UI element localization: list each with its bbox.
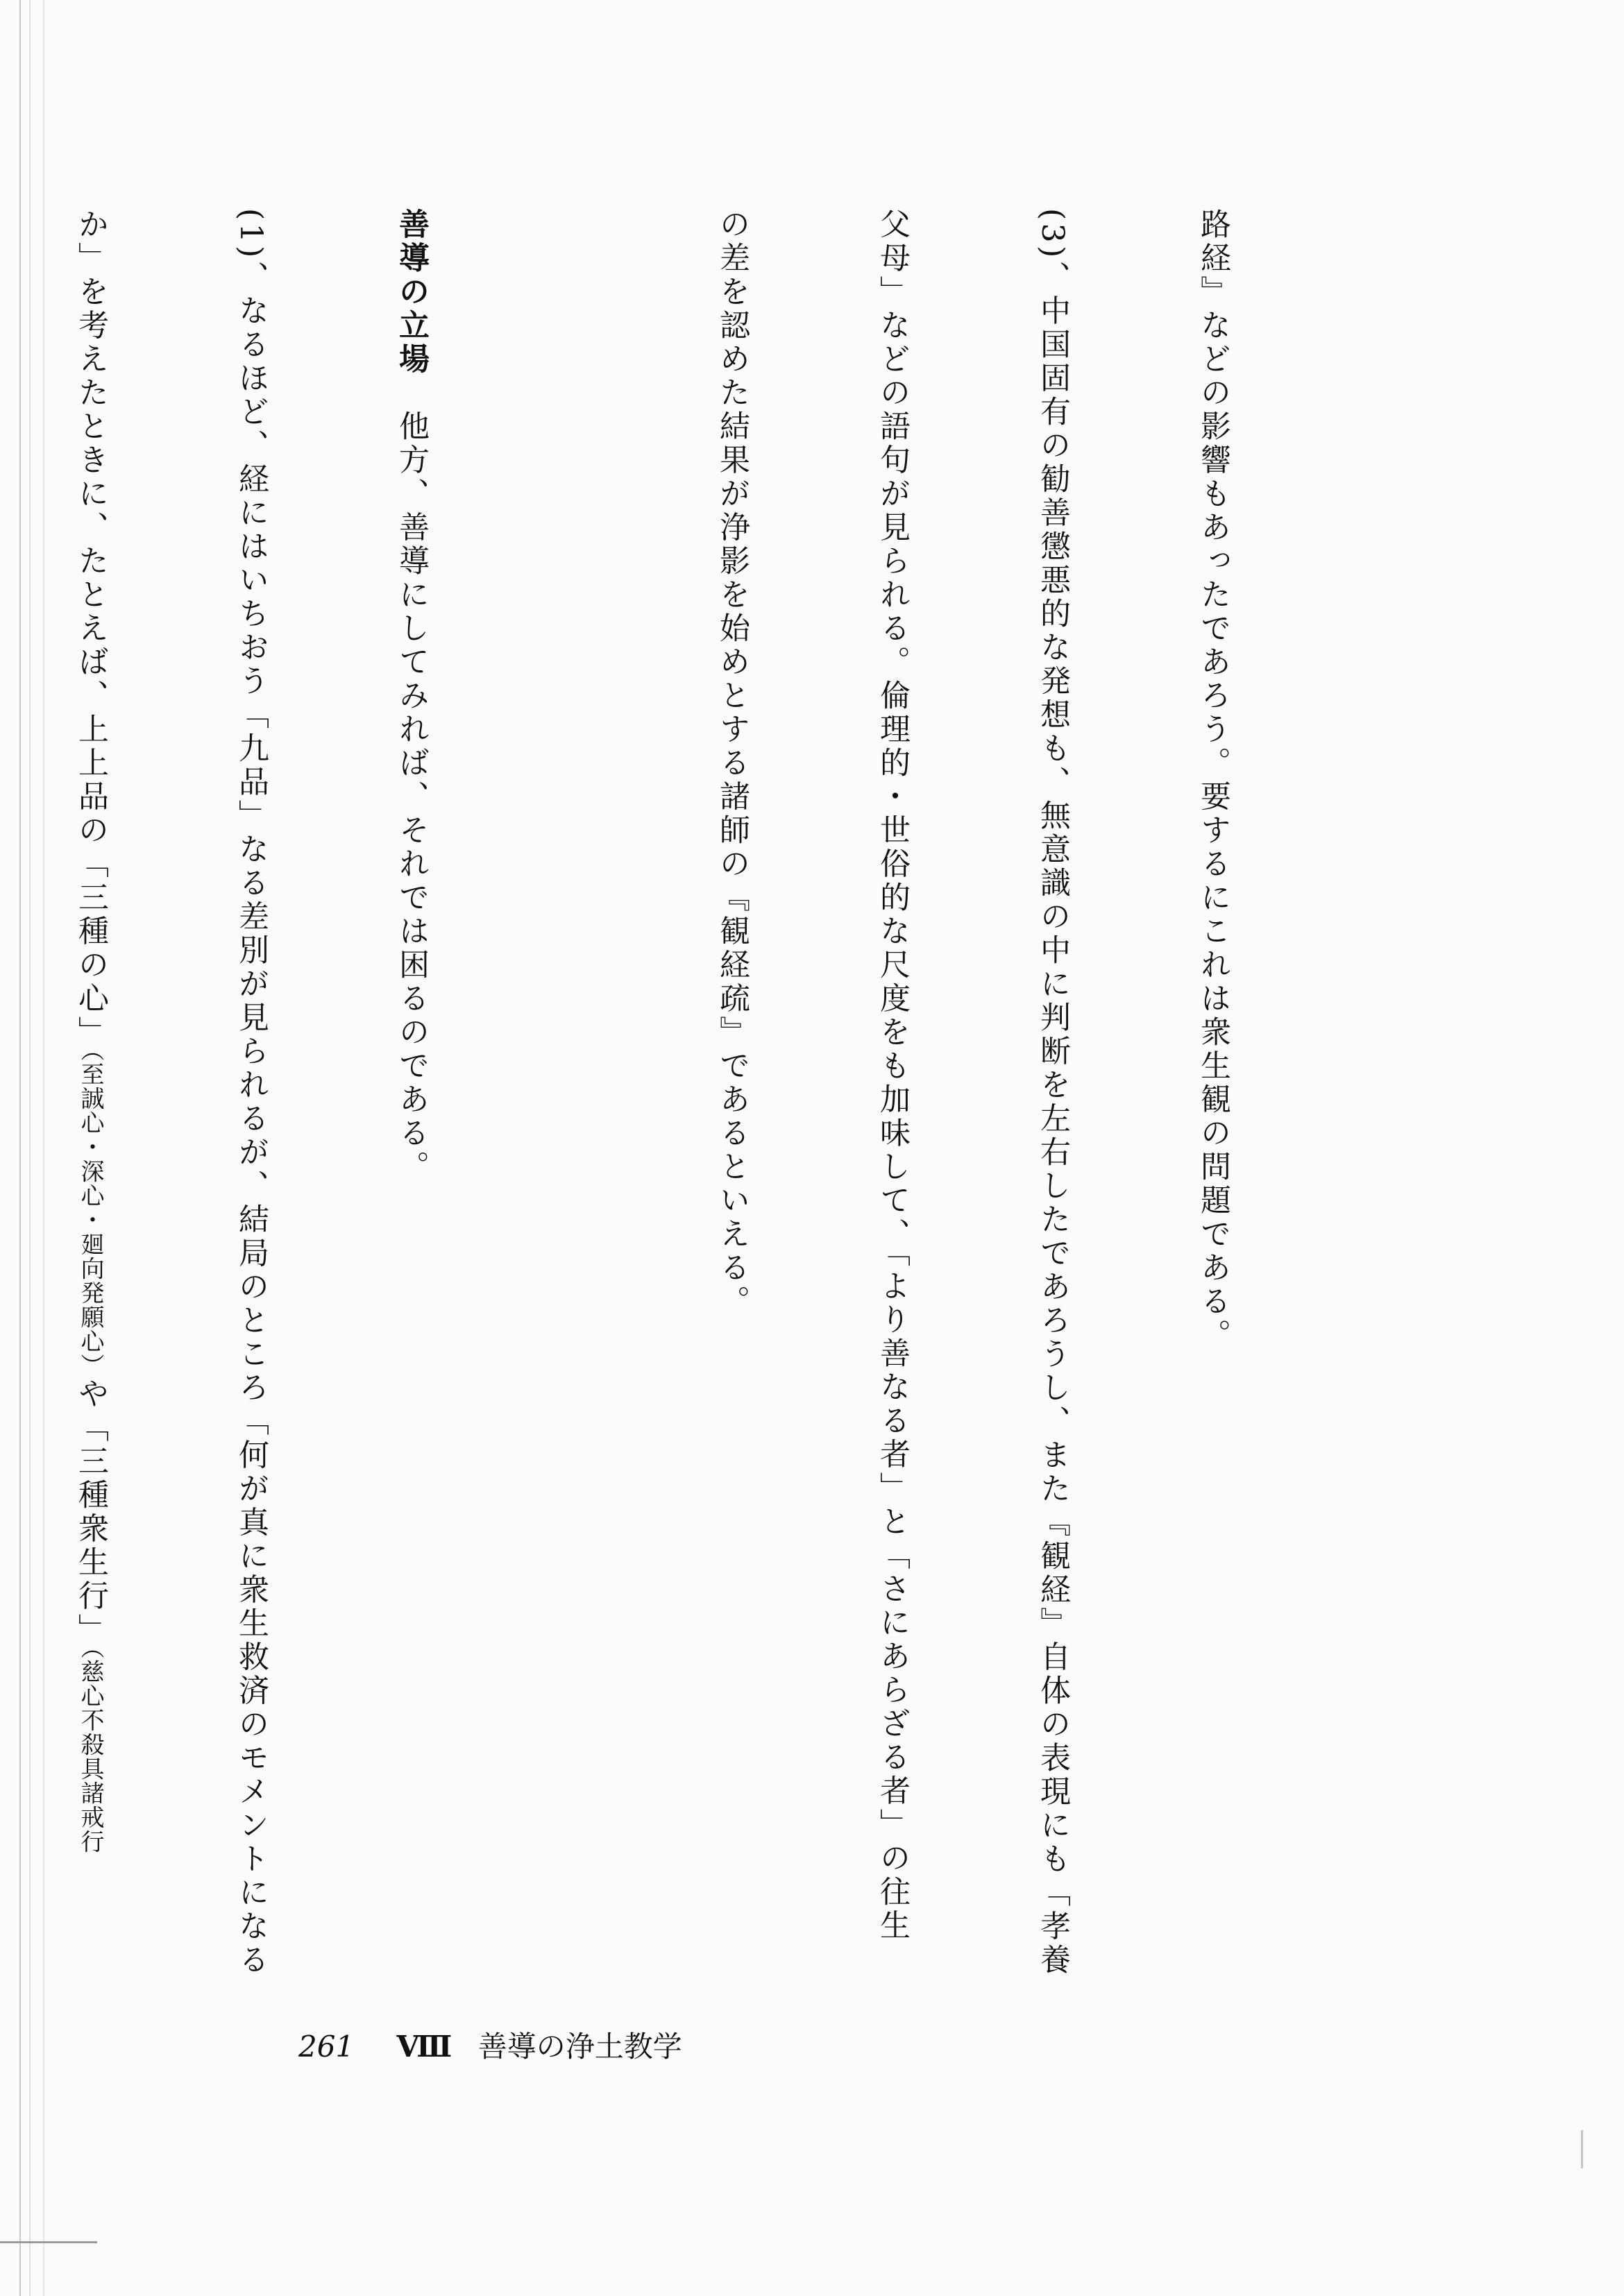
text-line [63,208,117,1978]
vertical-body-text [73,208,1346,1978]
text-line: 父母」などの語句が見られる。倫理的・世俗的な尺度をも加味して、「より善なる者」と「さにあらざる者」の往生 [874,208,910,1943]
text-line: (3)、中国固有の勧善懲悪的な発想も、無意識の中に判断を左右したであろうし、また『観経』自体の表現にも「孝養 [1035,208,1070,1978]
text-line: の差を認めた結果が浄影を始めとする諸師の『観経疏』であるといえる。 [714,208,750,1319]
scan-mark [1581,2130,1583,2168]
page-number: 261 [298,2030,355,2064]
section-heading: 善導の立場 [394,208,429,377]
text-fragment: や「三種衆生行」 [73,1377,108,1647]
chapter-title: 善導の浄土教学 [477,2030,682,2064]
blank-line [545,208,598,1978]
section-intro: 他方、善導にしてみれば、それでは困るのである。 [394,410,429,1184]
page-footer [298,2026,784,2068]
inline-note: （至誠心・深心・廻向発願心） [76,1049,104,1378]
text-fragment: か」を考えたときに、たとえば、上上品の「三種の心」 [73,208,108,1050]
chapter-number: Ⅷ [396,2030,452,2064]
scan-mark [0,2241,97,2243]
section-heading-line [384,208,438,1978]
text-line: (1)、なるほど、経にはいちおう「九品」なる差別が見られるが、結局のところ「何が真に衆生救済のモメントになる [233,208,269,1978]
inline-note: （慈心不殺具諸戒行 [76,1647,104,1854]
text-line: 路経』などの影響もあったであろう。要するにこれは衆生観の問題である。 [1195,208,1230,1352]
